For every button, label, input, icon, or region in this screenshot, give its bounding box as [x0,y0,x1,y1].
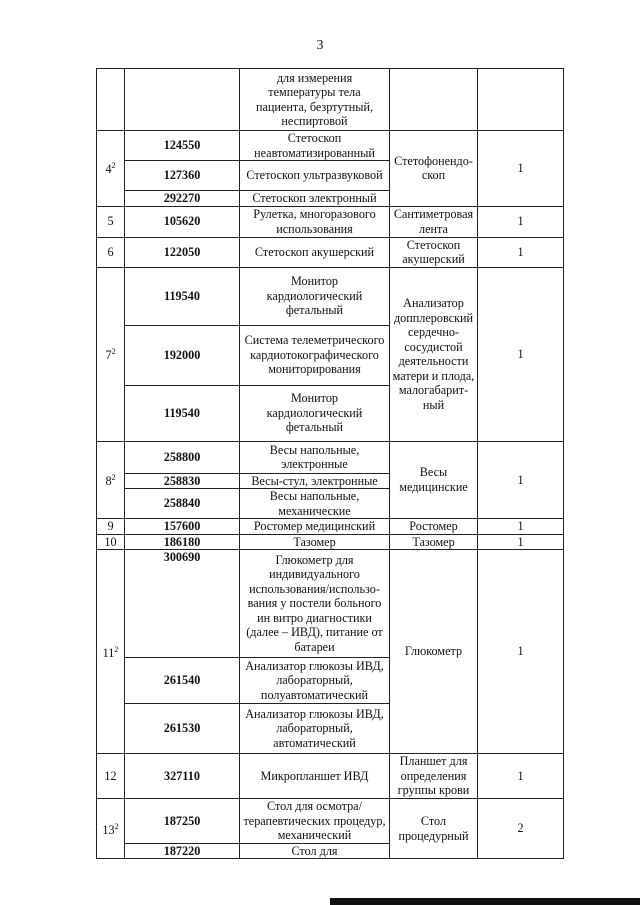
quantity: 1 [478,550,564,754]
table-row [97,799,564,844]
quantity: 1 [478,267,564,441]
group-name: Сантиметровая лента [390,206,478,237]
equipment-table [96,68,564,859]
quantity: 1 [478,754,564,799]
table-row [97,519,564,535]
item-name: Стетоскоп акушерский [240,237,390,267]
table-row [97,131,564,161]
item-code: 122050 [125,237,240,267]
table-row [97,754,564,799]
item-name: Монитор кардиологический фетальный [240,385,390,441]
item-name: Стетоскоп ультразвуковой [240,161,390,191]
item-code: 187220 [125,843,240,859]
item-name: Стетоскоп неавтоматизированный [240,131,390,161]
group-name: Анализатор допплеровский сердечно-сосудистой деятельности матери и плода, малогабарит-ный [390,267,478,441]
row-number-superscript: 2 [114,644,119,654]
item-code: 119540 [125,267,240,325]
item-code: 127360 [125,161,240,191]
row-number: 10 [97,534,125,550]
quantity: 1 [478,534,564,550]
quantity: 1 [478,206,564,237]
item-name: Система телеметрического кардиотокографического мониторирования [240,325,390,385]
item-code: 327110 [125,754,240,799]
page-number: 3 [316,38,324,53]
item-code: 261530 [125,704,240,754]
quantity: 1 [478,131,564,207]
table-row [97,550,564,658]
item-name: Стол для [240,843,390,859]
table-row [97,267,564,325]
item-name: Ростомер медицинский [240,519,390,535]
group-name: Весы медицинские [390,441,478,519]
table-row [97,534,564,550]
item-code: 261540 [125,658,240,704]
group-name [390,69,478,131]
item-name: для измерения температуры тела пациента, безртутный, неспиртовой [240,69,390,131]
table-row [97,69,564,131]
item-name: Весы напольные, электронные [240,441,390,473]
quantity: 1 [478,519,564,535]
group-name: Стол процедурный [390,799,478,859]
table-row [97,441,564,473]
table-row [97,206,564,237]
item-name: Анализатор глюкозы ИВД, лабораторный, автоматический [240,704,390,754]
group-name: Глюкометр [390,550,478,754]
table-row [97,237,564,267]
item-name: Стетоскоп электронный [240,191,390,207]
item-code: 187250 [125,799,240,844]
row-number-superscript: 2 [111,161,116,171]
item-name: Весы-стул, электронные [240,473,390,489]
row-number: 6 [97,237,125,267]
group-name: Планшет для определения группы крови [390,754,478,799]
row-number: $7^2$ [97,267,125,441]
group-name: Ростомер [390,519,478,535]
row-number-superscript: 2 [111,347,116,357]
row-number: $4^2$ [97,131,125,207]
item-code: 119540 [125,385,240,441]
item-code: 258830 [125,473,240,489]
item-name: Стол для осмотра/терапевтических процедур, механический [240,799,390,844]
row-number [97,69,125,131]
group-name: Стетоскоп акушерский [390,237,478,267]
item-name: Микропланшет ИВД [240,754,390,799]
group-name: Тазомер [390,534,478,550]
item-name: Анализатор глюкозы ИВД, лабораторный, полуавтоматический [240,658,390,704]
scan-edge-mark [330,898,640,905]
row-number: 5 [97,206,125,237]
item-name: Глюкометр для индивидуального использования/использо-вания у постели больного ин витро диагностики (далее – ИВД), питание от батареи [240,550,390,658]
item-name: Тазомер [240,534,390,550]
quantity: 1 [478,237,564,267]
row-number-superscript: 2 [114,821,119,831]
item-code: 300690 [125,550,240,658]
row-number-superscript: 2 [111,472,116,482]
item-code: 258840 [125,489,240,519]
row-number: $13^2$ [97,799,125,859]
item-code: 105620 [125,206,240,237]
row-number: 12 [97,754,125,799]
item-name: Рулетка, многоразового использования [240,206,390,237]
group-name: Стетофонендо-скоп [390,131,478,207]
quantity [478,69,564,131]
row-number: $11^2$ [97,550,125,754]
item-code: 186180 [125,534,240,550]
item-name: Монитор кардиологический фетальный [240,267,390,325]
item-code [125,69,240,131]
row-number: $8^2$ [97,441,125,519]
item-code: 258800 [125,441,240,473]
row-number: 9 [97,519,125,535]
item-code: 124550 [125,131,240,161]
item-name: Весы напольные, механические [240,489,390,519]
item-code: 292270 [125,191,240,207]
quantity: 1 [478,441,564,519]
quantity: 2 [478,799,564,859]
item-code: 157600 [125,519,240,535]
item-code: 192000 [125,325,240,385]
